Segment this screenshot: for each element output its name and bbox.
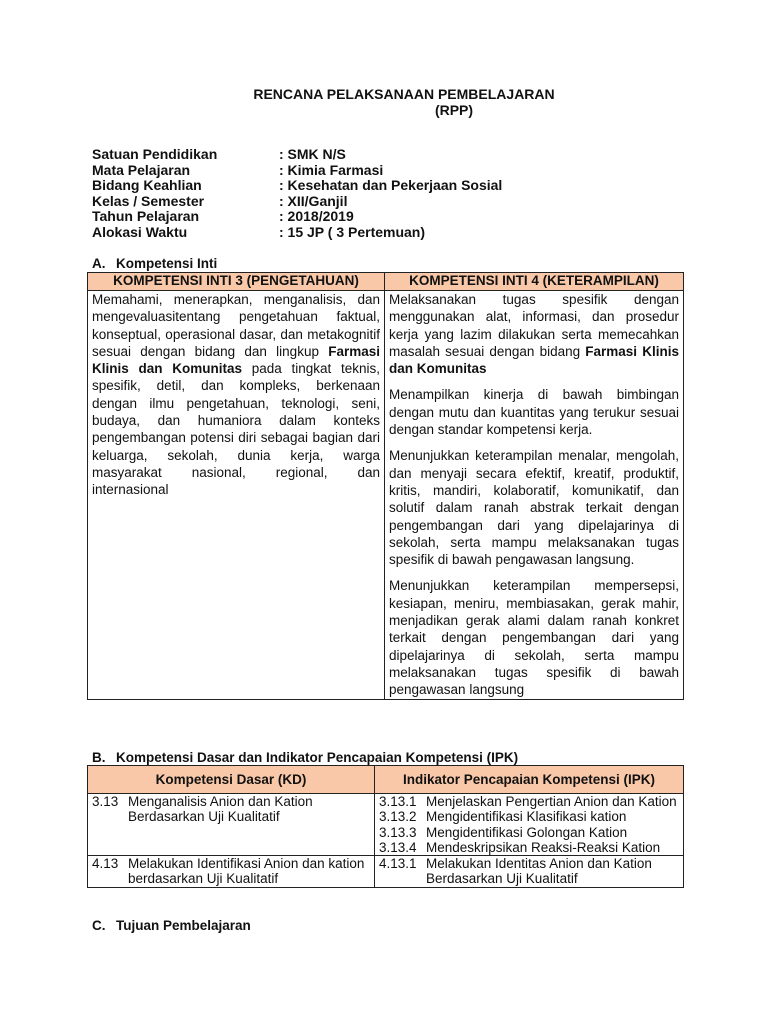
ki4-paragraph: Menampilkan kinerja di bawah bimbingan dengan mutu dan kuantitas yang terukur sesuai dengan standar kompetensi kerja. bbox=[389, 387, 679, 438]
ipk-text: Mengidentifikasi Golongan Kation bbox=[426, 824, 628, 840]
section-title: Kompetensi Dasar dan Indikator Pencapaian Kompetensi (IPK) bbox=[116, 750, 519, 765]
info-label: Mata Pelajaran bbox=[92, 161, 191, 178]
info-label: Kelas / Semester bbox=[92, 192, 205, 209]
ki3-cell bbox=[88, 291, 385, 700]
kd-text: Menganalisis Anion dan Kation Berdasarkan Uji Kualitatif bbox=[128, 794, 313, 825]
info-value: : 2018/2019 bbox=[279, 208, 354, 224]
section-number: C. bbox=[92, 918, 106, 933]
ki4-text-start: Melaksanakan tugas spesifik dengan menggunakan alat, informasi, dan prosedur kerja yang lazim dilakukan serta memecahkan masalah sesuai dengan bidang bbox=[389, 292, 679, 359]
kd-cell bbox=[88, 794, 375, 856]
info-row bbox=[92, 163, 502, 179]
kd-code: 4.13 bbox=[92, 856, 119, 872]
ki3-field-bold: Farmasi Klinis dan Komunitas bbox=[92, 343, 380, 377]
ki4-paragraph bbox=[389, 291, 679, 377]
ki3-header: KOMPETENSI INTI 3 (PENGETAHUAN) bbox=[88, 273, 385, 291]
info-value: : SMK N/S bbox=[279, 146, 346, 162]
info-row bbox=[92, 194, 502, 210]
ki3-text-end: pada tingkat teknis, spesifik, detil, dan kompleks, berkenaan dengan ilmu pengetahuan, teknologi, seni, budaya, dan humaniora dalam konteks pengembangan potensi diri sebagai bagian dari keluarga, sekolah, dunia kerja, warga masyarakat nasional, regional, dan internasional bbox=[92, 361, 381, 498]
kompetensi-inti-table bbox=[87, 272, 684, 700]
document-subtitle: (RPP) bbox=[434, 102, 474, 118]
info-value: : Kesehatan dan Pekerjaan Sosial bbox=[279, 177, 503, 193]
ipk-text: Mengidentifikasi Klasifikasi kation bbox=[426, 809, 627, 825]
info-label: Bidang Keahlian bbox=[92, 177, 202, 193]
ki4-paragraph: Menunjukkan keterampilan mempersepsi, kesiapan, meniru, membiasakan, gerak mahir, menjadikan gerak alami dalam ranah konkret terkait dengan pengembangan dari yang dipelajarinya di sekolah, serta mampu melaksanakan tugas spesifik di bawah pengawasan langsung bbox=[389, 578, 679, 698]
document-title: RENCANA PELAKSANAAN PEMBELAJARAN bbox=[253, 86, 555, 102]
info-label: Alokasi Waktu bbox=[92, 223, 188, 240]
ki4-field-bold: Farmasi Klinis dan Komunitas bbox=[389, 343, 679, 377]
info-value: : Kimia Farmasi bbox=[279, 161, 384, 178]
table-row bbox=[88, 794, 684, 856]
ki3-text bbox=[92, 291, 380, 499]
table-header-row bbox=[88, 273, 684, 291]
table-header-row bbox=[88, 766, 684, 794]
ipk-code: 3.13.1 bbox=[379, 794, 417, 809]
identity-block bbox=[92, 147, 502, 240]
kd-cell bbox=[88, 856, 375, 888]
section-number: A. bbox=[92, 256, 106, 271]
info-label: Tahun Pelajaran bbox=[92, 208, 200, 224]
section-title: Tujuan Pembelajaran bbox=[116, 918, 251, 933]
section-b-heading bbox=[92, 749, 518, 766]
ipk-cell bbox=[375, 856, 684, 888]
ipk-code: 3.13.4 bbox=[379, 839, 417, 855]
table-row bbox=[88, 291, 684, 700]
ki4-paragraph: Menunjukkan keterampilan menalar, mengolah, dan menyaji secara efektif, kreatif, produktif, kritis, mandiri, kolaboratif, komunikatif, dan solutif dalam ranah abstrak terkait dengan pengembangan dari yang dipelajarinya di sekolah, serta mampu melaksanakan tugas spesifik di bawah pengawasan langsung. bbox=[389, 448, 679, 568]
kd-ipk-table bbox=[87, 765, 684, 888]
kd-code: 3.13 bbox=[92, 794, 119, 809]
info-label: Satuan Pendidikan bbox=[92, 146, 218, 162]
info-row bbox=[92, 178, 502, 194]
section-title: Kompetensi Inti bbox=[116, 256, 218, 271]
kd-text: Melakukan Identifikasi Anion dan kation berdasarkan Uji Kualitatif bbox=[128, 856, 365, 887]
ki4-cell bbox=[385, 291, 684, 700]
ipk-text: Melakukan Identitas Anion dan Kation Berdasarkan Uji Kualitatif bbox=[426, 856, 652, 887]
section-number: B. bbox=[92, 750, 106, 765]
section-a-heading bbox=[92, 255, 217, 272]
kd-header: Kompetensi Dasar (KD) bbox=[88, 766, 375, 794]
ipk-header: Indikator Pencapaian Kompetensi (IPK) bbox=[375, 766, 684, 794]
ipk-code: 3.13.2 bbox=[379, 809, 417, 825]
info-value: : XII/Ganjil bbox=[279, 192, 348, 209]
table-row bbox=[88, 856, 684, 888]
section-c-heading bbox=[92, 917, 251, 934]
ipk-cell bbox=[375, 794, 684, 856]
info-value: : 15 JP ( 3 Pertemuan) bbox=[279, 223, 426, 240]
info-row bbox=[92, 147, 502, 163]
ipk-text: Menjelaskan Pengertian Anion dan Kation bbox=[426, 794, 677, 809]
ipk-code: 3.13.3 bbox=[379, 824, 417, 840]
info-row bbox=[92, 209, 502, 225]
ipk-code: 4.13.1 bbox=[379, 856, 417, 872]
ki3-text-start: Memahami, menerapkan, menganalisis, dan mengevaluasitentang pengetahuan faktual, konseptual, operasional dasar, dan metakognitif sesuai dengan bidang dan lingkup bbox=[92, 292, 380, 359]
info-row bbox=[92, 225, 502, 241]
ki4-header: KOMPETENSI INTI 4 (KETERAMPILAN) bbox=[385, 273, 684, 291]
ipk-text: Mendeskripsikan Reaksi-Reaksi Kation bbox=[426, 839, 661, 855]
